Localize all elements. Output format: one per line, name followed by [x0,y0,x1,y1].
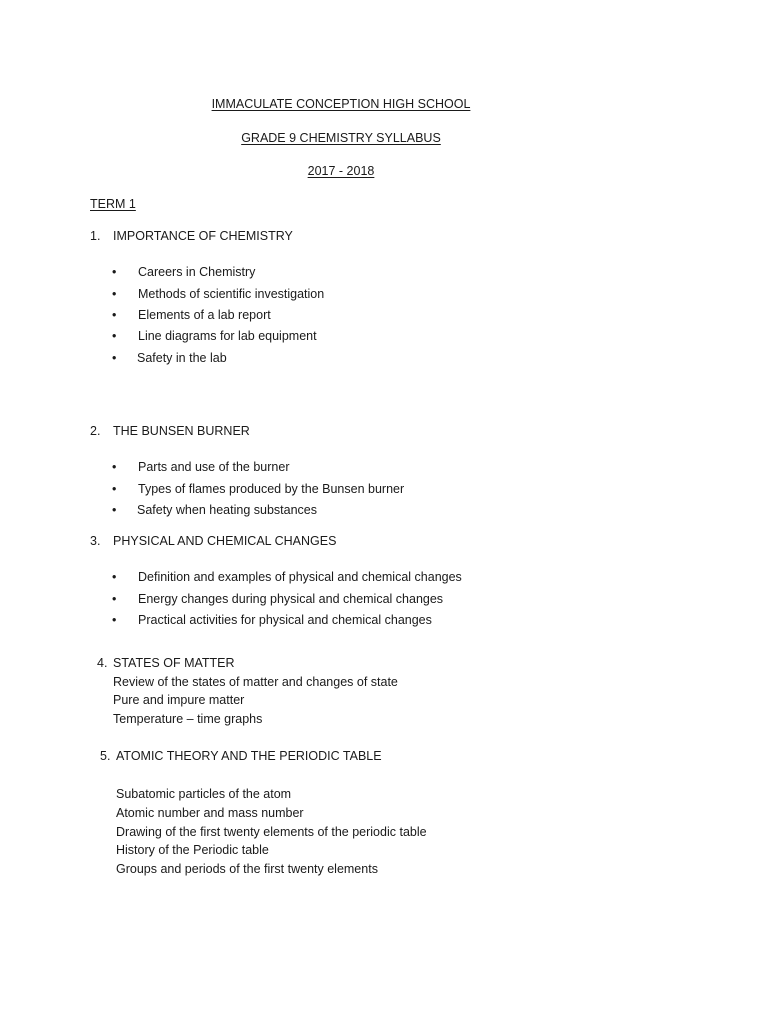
bullet-icon: • [112,592,117,606]
section-title: PHYSICAL AND CHEMICAL CHANGES [113,534,337,548]
list-item: History of the Periodic table [116,843,269,857]
section-number: 3. [90,534,101,548]
list-item: Review of the states of matter and changes of state [113,675,398,689]
syllabus-title: GRADE 9 CHEMISTRY SYLLABUS [241,131,441,145]
section-title: STATES OF MATTER [113,656,235,670]
list-item: Drawing of the first twenty elements of the periodic table [116,825,427,839]
school-year: 2017 - 2018 [307,164,375,178]
list-item: Atomic number and mass number [116,806,304,820]
list-item: Energy changes during physical and chemical changes [138,592,444,606]
section-number: 2. [90,424,101,438]
section-number: 5. [100,749,111,763]
bullet-icon: • [112,329,117,343]
bullet-icon: • [112,482,117,496]
list-item: Safety when heating substances [137,503,317,517]
bullet-icon: • [112,287,117,301]
list-item: Parts and use of the burner [138,460,290,474]
list-item: Methods of scientific investigation [138,287,325,301]
section-title: THE BUNSEN BURNER [113,424,250,438]
list-item: Line diagrams for lab equipment [138,329,317,343]
section-title: IMPORTANCE OF CHEMISTRY [113,229,293,243]
list-item: Groups and periods of the first twenty elements [116,862,378,876]
bullet-icon: • [112,351,117,365]
section-number: 1. [90,229,101,243]
list-item: Elements of a lab report [138,308,271,322]
bullet-icon: • [112,613,117,627]
list-item: Careers in Chemistry [138,265,256,279]
section-number: 4. [97,656,108,670]
bullet-icon: • [112,460,117,474]
bullet-icon: • [112,265,117,279]
bullet-icon: • [112,308,117,322]
list-item: Definition and examples of physical and chemical changes [138,570,462,584]
term-heading: TERM 1 [90,197,136,211]
section-title: ATOMIC THEORY AND THE PERIODIC TABLE [116,749,382,763]
list-item: Safety in the lab [137,351,227,365]
list-item: Practical activities for physical and chemical changes [138,613,432,627]
bullet-icon: • [112,503,117,517]
list-item: Temperature – time graphs [113,712,263,726]
bullet-icon: • [112,570,117,584]
school-name: IMMACULATE CONCEPTION HIGH SCHOOL [211,97,471,111]
list-item: Subatomic particles of the atom [116,787,292,801]
list-item: Pure and impure matter [113,693,245,707]
list-item: Types of flames produced by the Bunsen burner [138,482,405,496]
